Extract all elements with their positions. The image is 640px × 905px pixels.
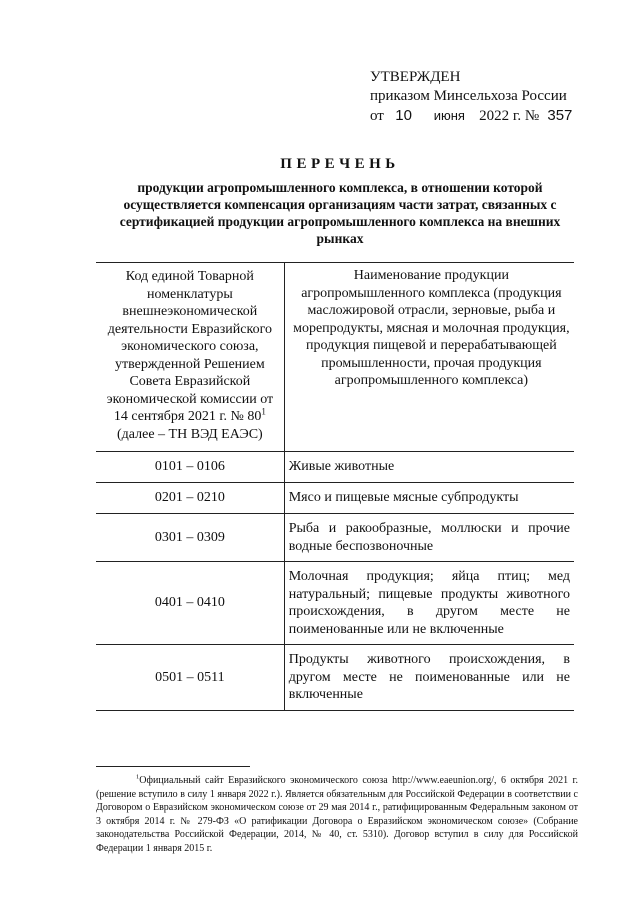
- footnote-marker: 1: [136, 773, 140, 781]
- row-name: Рыба и ракообразные, моллюски и прочие водные беспозвоночные: [284, 514, 574, 562]
- table-row: [96, 562, 574, 645]
- row-code: 0401 – 0410: [96, 562, 284, 645]
- table-row: [96, 514, 574, 562]
- row-name: Молочная продукция; яйца птиц; мед натуральный; пищевые продукты животного происхождения, в другом месте не поименованные или не включенные: [284, 562, 574, 645]
- footnote-text: Официальный сайт Евразийского экономического союза http://www.eaeunion.org/, 6 октября 2021 г. (решение вступило в силу 1 января 2022 г.). Является обязательным для Российской Федерации в соответствии с Договором о Евразийском экономическом союзе от 29 мая 2014 г., ратифицированным Федеральным законом от 3 октября 2014 г. № 279-ФЗ «О ратификации Договора о Евразийском экономическом союзе» (Собрание законодательства Российской Федерации, 2014, № 40, ст. 5310). Договор вступил в силу для Российской Федерации 1 января 2015 г.: [96, 775, 578, 854]
- footnote: [96, 774, 578, 855]
- header-name-column: Наименование продукции агропромышленного комплекса (продукция масложировой отрасли, зерновые, рыба и морепродукты, мясная и молочная продукция, продукция пищевой и перерабатывающей промышленности, прочая продукция агропромышленного комплекса): [284, 263, 574, 452]
- row-code: 0301 – 0309: [96, 514, 284, 562]
- header-code-text: Код единой Товарной номенклатуры внешнеэкономической деятельности Евразийского экономического союза, утвержденной Решением Совета Евразийской экономической комиссии от 14 сентября 2021 г. № 80: [106, 269, 274, 424]
- table-row: [96, 483, 574, 514]
- table-header-row: [96, 263, 574, 452]
- approval-order: приказом Минсельхоза России: [370, 88, 567, 104]
- approval-year: 2022 г. №: [479, 108, 540, 124]
- approval-heading: УТВЕРЖДЕН: [370, 69, 461, 85]
- row-code: 0101 – 0106: [96, 452, 284, 483]
- approval-day: 10: [395, 107, 412, 124]
- row-name: Живые животные: [284, 452, 574, 483]
- approval-date-line: [370, 106, 577, 126]
- product-table: [96, 262, 574, 711]
- approval-number: 357: [547, 107, 573, 124]
- header-code-column: [96, 263, 284, 452]
- header-code-tail: (далее – ТН ВЭД ЕАЭС): [117, 426, 263, 442]
- row-name: Мясо и пищевые мясные субпродукты: [284, 483, 574, 514]
- approval-date-prefix: от: [370, 108, 384, 124]
- approval-block: [370, 68, 577, 126]
- footnote-divider: [96, 766, 250, 767]
- document-title: ПЕРЕЧЕНЬ: [280, 156, 400, 172]
- row-name: Продукты животного происхождения, в другом месте не поименованные или не включенные: [284, 645, 574, 711]
- row-code: 0201 – 0210: [96, 483, 284, 514]
- document-title-block: [95, 156, 585, 247]
- table-row: [96, 645, 574, 711]
- document-subtitle: продукции агропромышленного комплекса, в отношении которой осуществляется компенсация организациям части затрат, связанных с сертификацией продукции агропромышленного комплекса на внешних рынках: [119, 180, 561, 246]
- approval-month: июня: [433, 108, 465, 123]
- row-code: 0501 – 0511: [96, 645, 284, 711]
- footnote-ref: 1: [261, 406, 266, 417]
- table-row: [96, 452, 574, 483]
